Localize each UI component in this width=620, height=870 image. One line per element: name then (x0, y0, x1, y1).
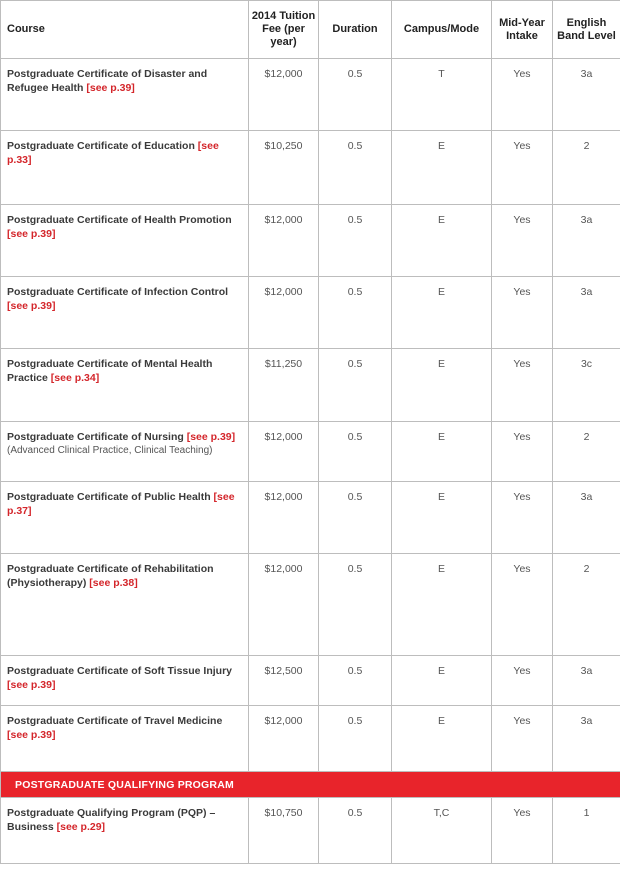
campus-mode-cell: E (392, 277, 492, 349)
table-row (1, 482, 620, 554)
course-note: (Advanced Clinical Practice, Clinical Teaching) (7, 445, 213, 456)
table-row (1, 554, 620, 656)
page-reference-link[interactable]: [see p.34] (50, 372, 100, 384)
english-band-cell: 3a (553, 656, 620, 706)
course-name: Postgraduate Certificate of Rehabilitation (Physiotherapy) (7, 563, 214, 589)
duration-cell: 0.5 (319, 706, 392, 772)
tuition-fee-cell: $12,000 (249, 554, 319, 656)
campus-mode-cell: E (392, 349, 492, 422)
campus-mode-cell: E (392, 706, 492, 772)
duration-cell: 0.5 (319, 349, 392, 422)
header-duration: Duration (319, 1, 392, 59)
course-cell (1, 349, 249, 422)
course-cell (1, 706, 249, 772)
table-row (1, 59, 620, 131)
course-name: Postgraduate Certificate of Health Promotion (7, 214, 232, 226)
page-reference-link[interactable]: [see p.39] (186, 431, 236, 443)
english-band-cell: 3a (553, 277, 620, 349)
header-english-band-level: English Band Level (553, 1, 620, 59)
course-name: Postgraduate Qualifying Program (PQP) – Business (7, 807, 216, 833)
table-row (1, 205, 620, 277)
campus-mode-cell: E (392, 482, 492, 554)
tuition-fee-cell: $12,000 (249, 482, 319, 554)
course-name: Postgraduate Certificate of Infection Control (7, 286, 229, 298)
page-reference-link[interactable]: [see p.39] (7, 679, 56, 691)
tuition-fee-cell: $12,000 (249, 706, 319, 772)
tuition-fee-cell: $12,500 (249, 656, 319, 706)
section-title: POSTGRADUATE QUALIFYING PROGRAM (1, 772, 620, 798)
english-band-cell: 3a (553, 59, 620, 131)
english-band-cell: 2 (553, 422, 620, 482)
page-reference-link[interactable]: [see p.39] (86, 82, 135, 94)
english-band-cell: 3a (553, 205, 620, 277)
course-name: Postgraduate Certificate of Disaster and Refugee Health (7, 68, 208, 94)
section-header-row (1, 772, 620, 798)
campus-mode-cell: E (392, 422, 492, 482)
mid-year-intake-cell: Yes (492, 554, 553, 656)
tuition-fee-cell: $12,000 (249, 422, 319, 482)
course-name: Postgraduate Certificate of Travel Medicine (7, 715, 223, 727)
duration-cell: 0.5 (319, 798, 392, 864)
course-cell (1, 798, 249, 864)
table-row (1, 131, 620, 205)
mid-year-intake-cell: Yes (492, 349, 553, 422)
campus-mode-cell: T (392, 59, 492, 131)
course-cell (1, 422, 249, 482)
course-name: Postgraduate Certificate of Education (7, 140, 195, 152)
page-reference-link[interactable]: [see p.37] (7, 491, 235, 517)
english-band-cell: 1 (553, 798, 620, 864)
mid-year-intake-cell: Yes (492, 59, 553, 131)
header-campus-mode: Campus/Mode (392, 1, 492, 59)
tuition-fee-cell: $12,000 (249, 205, 319, 277)
tuition-fee-cell: $10,750 (249, 798, 319, 864)
duration-cell: 0.5 (319, 205, 392, 277)
campus-mode-cell: E (392, 131, 492, 205)
page-reference-link[interactable]: [see p.39] (7, 300, 56, 312)
campus-mode-cell: E (392, 554, 492, 656)
english-band-cell: 2 (553, 554, 620, 656)
tuition-fee-cell: $12,000 (249, 277, 319, 349)
campus-mode-cell: E (392, 205, 492, 277)
table-row (1, 706, 620, 772)
campus-mode-cell: E (392, 656, 492, 706)
english-band-cell: 3a (553, 482, 620, 554)
duration-cell: 0.5 (319, 422, 392, 482)
mid-year-intake-cell: Yes (492, 205, 553, 277)
course-cell (1, 59, 249, 131)
table-row (1, 798, 620, 864)
course-cell (1, 554, 249, 656)
course-name: Postgraduate Certificate of Soft Tissue Injury (7, 665, 233, 677)
mid-year-intake-cell: Yes (492, 482, 553, 554)
header-course: Course (1, 1, 249, 59)
tuition-fee-cell: $10,250 (249, 131, 319, 205)
tuition-fee-cell: $11,250 (249, 349, 319, 422)
mid-year-intake-cell: Yes (492, 131, 553, 205)
duration-cell: 0.5 (319, 59, 392, 131)
english-band-cell: 2 (553, 131, 620, 205)
duration-cell: 0.5 (319, 277, 392, 349)
duration-cell: 0.5 (319, 554, 392, 656)
course-cell (1, 656, 249, 706)
course-cell (1, 131, 249, 205)
header-tuition-fee: 2014 Tuition Fee (per year) (249, 1, 319, 59)
page-reference-link[interactable]: [see p.39] (7, 729, 56, 741)
table-row (1, 349, 620, 422)
mid-year-intake-cell: Yes (492, 656, 553, 706)
course-cell (1, 277, 249, 349)
duration-cell: 0.5 (319, 656, 392, 706)
header-mid-year-intake: Mid-Year Intake (492, 1, 553, 59)
course-name: Postgraduate Certificate of Mental Health Practice (7, 358, 213, 384)
course-name: Postgraduate Certificate of Public Health (7, 491, 211, 503)
page-reference-link[interactable]: [see p.39] (7, 228, 56, 240)
english-band-cell: 3c (553, 349, 620, 422)
course-cell (1, 205, 249, 277)
table-row (1, 422, 620, 482)
table-header-row (1, 1, 620, 59)
mid-year-intake-cell: Yes (492, 798, 553, 864)
page-reference-link[interactable]: [see p.38] (89, 577, 138, 589)
course-cell (1, 482, 249, 554)
mid-year-intake-cell: Yes (492, 422, 553, 482)
page-reference-link[interactable]: [see p.33] (7, 140, 219, 166)
campus-mode-cell: T,C (392, 798, 492, 864)
table-row (1, 656, 620, 706)
mid-year-intake-cell: Yes (492, 706, 553, 772)
tuition-fee-cell: $12,000 (249, 59, 319, 131)
course-name: Postgraduate Certificate of Nursing (7, 431, 184, 443)
page-reference-link[interactable]: [see p.29] (56, 821, 106, 833)
duration-cell: 0.5 (319, 131, 392, 205)
mid-year-intake-cell: Yes (492, 277, 553, 349)
english-band-cell: 3a (553, 706, 620, 772)
duration-cell: 0.5 (319, 482, 392, 554)
table-row (1, 277, 620, 349)
